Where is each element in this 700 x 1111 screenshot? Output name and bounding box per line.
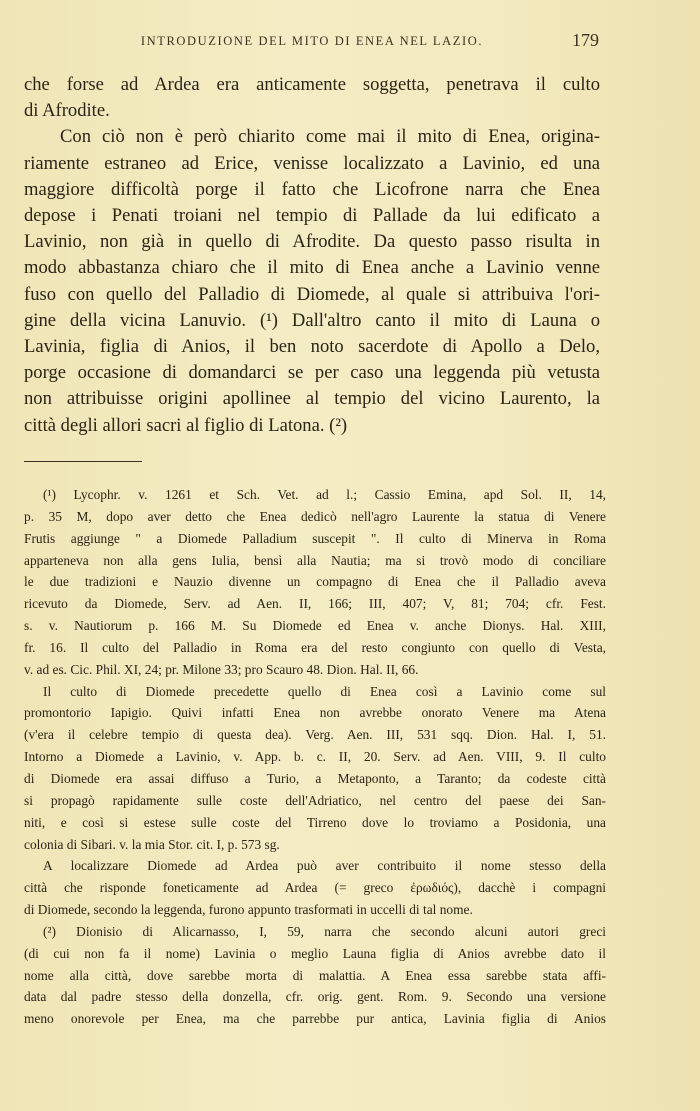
footnote-line: (di cui non fa il nome) Lavinia o meglio Launa figlia di Anios avrebbe dato il bbox=[24, 945, 606, 961]
footnote-line: meno onorevole per Enea, ma che parrebbe pur antica, Lavinia figlia di Anios bbox=[24, 1011, 606, 1027]
footnote-line: ricevuto da Diomede, Serv. ad Aen. II, 166; III, 407; V, 81; 704; cfr. Fest. bbox=[24, 596, 606, 612]
footnote-line: le due tradizioni e Nauzio divenne un compagno di Enea che il Palladio aveva bbox=[24, 574, 606, 590]
text-line: porge occasione di domandarci se per caso una leggenda più vetusta bbox=[24, 362, 600, 384]
text-line: Con ciò non è però chiarito come mai il mito di Enea, origina- bbox=[60, 126, 600, 148]
page-number: 179 bbox=[572, 30, 599, 50]
text-line: che forse ad Ardea era anticamente soggetta, penetrava il culto bbox=[24, 74, 600, 95]
text-line: di Afrodite. bbox=[24, 100, 110, 122]
footnote-line: Intorno a Diomede a Lavinio, v. App. b. c. II, 20. Serv. ad Aen. VIII, 9. Il culto bbox=[24, 749, 606, 765]
text-line: maggiore difficoltà porge il fatto che Licofrone narra che Enea bbox=[24, 178, 600, 200]
footnote-line: (v'era il celebre tempio di questa dea). Verg. Aen. III, 531 sqq. Dion. Hal. I, 51. bbox=[24, 727, 606, 743]
footnote-line: data dal padre stesso della donzella, cfr. orig. gent. Rom. 9. Secondo una versione bbox=[24, 989, 606, 1005]
footnote-line: di Diomede era assai diffuso a Turio, a Metaponto, a Taranto; da codeste città bbox=[24, 770, 606, 786]
footnote-line: di Diomede, secondo la leggenda, furono appunto trasformati in uccelli di tal nome. bbox=[24, 902, 473, 918]
footnotes bbox=[24, 484, 606, 1030]
footnote-line: (²) Dionisio di Alicarnasso, I, 59, narra che secondo alcuni autori greci bbox=[43, 923, 606, 939]
text-line: Lavinia, figlia di Anios, il ben noto sacerdote di Apollo a Delo, bbox=[24, 336, 600, 358]
running-header: INTRODUZIONE DEL MITO DI ENEA NEL LAZIO. bbox=[140, 34, 484, 48]
main-text bbox=[24, 72, 600, 439]
text-line: Lavinio, non già in quello di Afrodite. Da questo passo risulta in bbox=[24, 231, 600, 253]
footnote-line: colonia di Sibari. v. la mia Stor. cit. I, p. 573 sg. bbox=[24, 836, 280, 852]
footnote-line: p. 35 M, dopo aver detto che Enea dedicò nell'agro Laurente la statua di Venere bbox=[24, 508, 606, 524]
footnote-line: apparteneva non alla gens Iulia, bensì alla Nautia; ma si trovò modo di conciliare bbox=[24, 552, 606, 568]
text-line: fuso con quello del Palladio di Diomede, al quale si attribuiva l'ori- bbox=[24, 283, 600, 305]
text-line: gine della vicina Lanuvio. (¹) Dall'altro canto il mito di Launa o bbox=[24, 309, 600, 331]
footnote-line: si propagò rapidamente sulle coste dell'Adriatico, nel centro del paese dei San- bbox=[24, 792, 606, 808]
footnote-line: Il culto di Diomede precedette quello di Enea così a Lavinio come sul bbox=[43, 683, 606, 699]
footnote-line: fr. 16. Il culto del Palladio in Roma era del resto congiunto con quello di Vesta, bbox=[24, 639, 606, 655]
footnote-line: v. ad es. Cic. Phil. XI, 24; pr. Milone 33; pro Scauro 48. Dion. Hal. II, 66. bbox=[24, 661, 419, 677]
text-line: non attribuisse origini apollinee al tempio del vicino Laurento, la bbox=[24, 388, 600, 410]
text-line: città degli allori sacri al figlio di Latona. (²) bbox=[24, 414, 348, 436]
footnote-line: niti, e così si estese sulle coste del Tirreno dove lo troviamo a Posidonia, una bbox=[24, 814, 606, 830]
footnote-line: promontorio Iapigio. Quivi infatti Enea non avrebbe onorato Venere ma Atena bbox=[24, 705, 606, 721]
footnote-line: s. v. Nautiorum p. 166 M. Su Diomede ed Enea v. anche Dionys. Hal. XIII, bbox=[24, 618, 606, 634]
text-line: depose i Penati troiani nel tempio di Pallade da lui edificato a bbox=[24, 205, 600, 227]
text-line: modo abbastanza chiaro che il mito di Enea anche a Lavinio venne bbox=[24, 257, 600, 279]
footnote-line: A localizzare Diomede ad Ardea può aver contribuito il nome stesso della bbox=[43, 858, 606, 874]
footnote-line: città che risponde foneticamente ad Ardea (= greco ἐρωδιός), dacchè i compagni bbox=[24, 880, 606, 896]
footnote-separator bbox=[24, 461, 142, 462]
footnote-line: (¹) Lycophr. v. 1261 et Sch. Vet. ad l.; Cassio Emina, apd Sol. II, 14, bbox=[43, 487, 606, 502]
footnote-line: Frutis aggiunge " a Diomede Palladium suscepit ". Il culto di Minerva in Roma bbox=[24, 530, 606, 546]
text-line: riamente estraneo ad Erice, venisse localizzato a Lavinio, ed una bbox=[24, 152, 600, 174]
footnote-line: nome alla città, dove sarebbe morta di malattia. A Enea essa sarebbe stata affi- bbox=[24, 967, 606, 983]
